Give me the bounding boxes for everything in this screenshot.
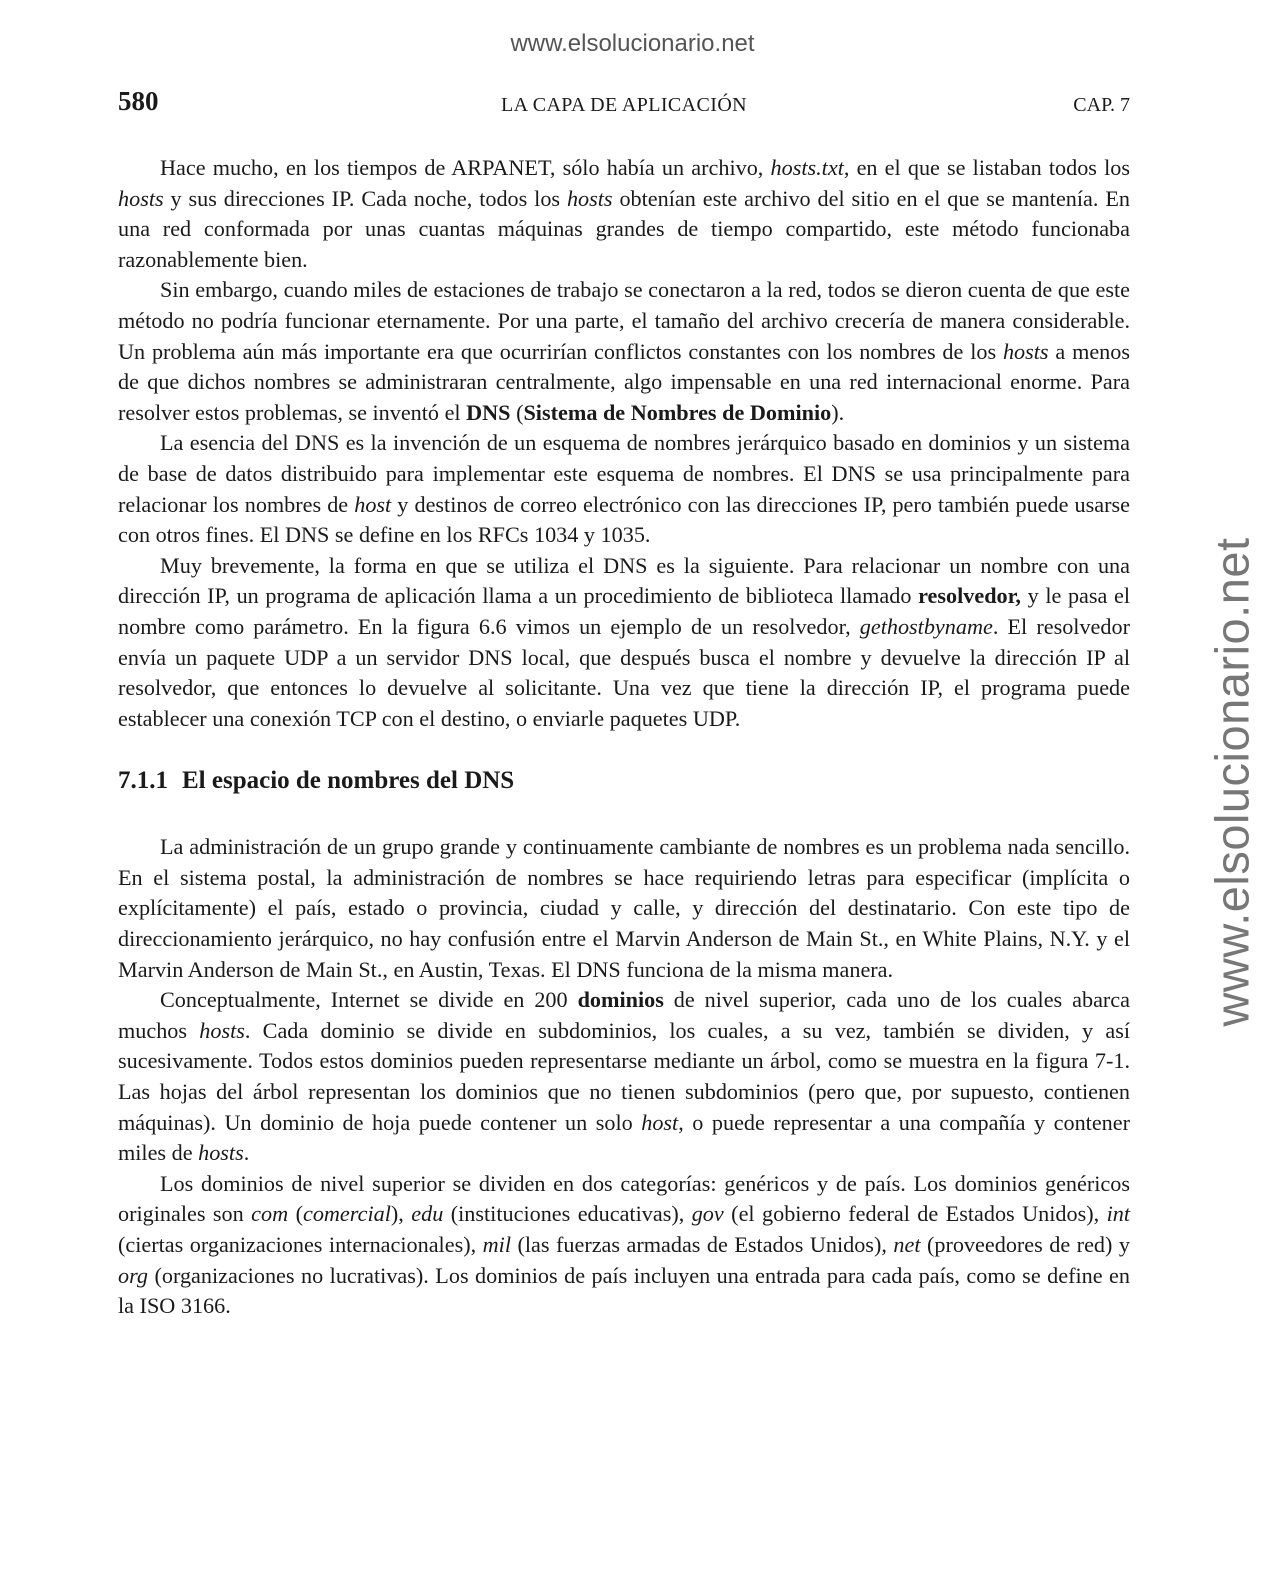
- page-header: [118, 86, 1130, 126]
- paragraph-6: Conceptualmente, Internet se divide en 200 dominios de nivel superior, cada uno de los cuales abarca muchos hosts. Cada dominio se divide en subdominios, los cuales, a su vez, también se dividen, y así sucesivamente. Todos estos dominios pueden representarse mediante un árbol, como se muestra en la figura 7-1. Las hojas del árbol representan los dominios que no tienen subdominios (pero que, por supuesto, contienen máquinas). Un dominio de hoja puede contener un solo host, o puede representar a una compañía y contener miles de hosts.: [118, 987, 1131, 1166]
- term-dns: DNS: [466, 399, 511, 425]
- paragraph-4: Muy brevemente, la forma en que se utiliza el DNS es la siguiente. Para relacionar un nombre con una dirección IP, un programa de aplicación llama a un procedimiento de biblioteca llamado resolvedor, y le pasa el nombre como parámetro. En la figura 6.6 vimos un ejemplo de un resolvedor, gethostbyname. El resolvedor envía un paquete UDP a un servidor DNS local, que después busca el nombre y devuelve la dirección IP al resolvedor, que entonces lo devuelve al solicitante. Una vez que tiene la dirección IP, el programa puede establecer una conexión TCP con el destino, o enviarle paquetes UDP.: [118, 552, 1130, 731]
- body-text: [118, 153, 1130, 1322]
- paragraph-3: La esencia del DNS es la invención de un esquema de nombres jerárquico basado en dominios y un sistema de base de datos distribuido para implementar este esquema de nombres. El DNS se usa principalmente para relacionar los nombres de host y destinos de correo electrónico con las direcciones IP, pero también puede usarse con otros fines. El DNS se define en los RFCs 1034 y 1035.: [118, 430, 1130, 548]
- paragraph-5: La administración de un grupo grande y continuamente cambiante de nombres es un problema nada sencillo. En el sistema postal, la administración de nombres se hace requiriendo letras para especificar (implícita o explícitamente) el país, estado o provincia, ciudad y calle, y dirección del destinatario. Con este tipo de direccionamiento jerárquico, no hay confusión entre el Marvin Anderson de Main St., en White Plains, N.Y. y el Marvin Anderson de Main St., en Austin, Texas. El DNS funciona de la misma manera.: [118, 834, 1130, 982]
- paragraph-1: Hace mucho, en los tiempos de ARPANET, sólo había un archivo, hosts.txt, en el que se listaban todos los hosts y sus direcciones IP. Cada noche, todos los hosts obtenían este archivo del sitio en el que se mantenía. En una red conformada por unas cuantas máquinas grandes de tiempo compartido, este método funcionaba razonablemente bien.: [118, 155, 1130, 272]
- watermark-url-side: www.elsolucionario.net: [1205, 537, 1259, 1027]
- page-number: 580: [118, 86, 159, 116]
- term-resolvedor: resolvedor,: [918, 583, 1021, 609]
- running-title: LA CAPA DE APLICACIÓN: [500, 94, 748, 116]
- chapter-label: CAP. 7: [1073, 94, 1130, 116]
- section-title: El espacio de nombres del DNS: [182, 767, 515, 795]
- section-number: 7.1.1: [118, 767, 168, 795]
- section-heading: [118, 766, 1130, 796]
- watermark-url-top: www.elsolucionario.net: [510, 30, 755, 57]
- paragraph-7: Los dominios de nivel superior se dividen en dos categorías: genéricos y de país. Los dominios genéricos originales son com (comercial), edu (instituciones educativas), gov (el gobierno federal de Estados Unidos), int (ciertas organizaciones internacionales), mil (las fuerzas armadas de Estados Unidos), net (proveedores de red) y org (organizaciones no lucrativas). Los dominios de país incluyen una entrada para cada país, como se define en la ISO 3166.: [118, 1170, 1131, 1319]
- paragraph-2: Sin embargo, cuando miles de estaciones de trabajo se conectaron a la red, todos se dieron cuenta de que este método no podría funcionar eternamente. Por una parte, el tamaño del archivo crecería de manera considerable. Un problema aún más importante era que ocurrirían conflictos constantes con los nombres de los hosts a menos de que dichos nombres se administraran centralmente, algo impensable en una red internacional enorme. Para resolver estos problemas, se inventó el DNS (Sistema de Nombres de Dominio).: [118, 277, 1130, 425]
- term-dominios: dominios: [577, 987, 664, 1013]
